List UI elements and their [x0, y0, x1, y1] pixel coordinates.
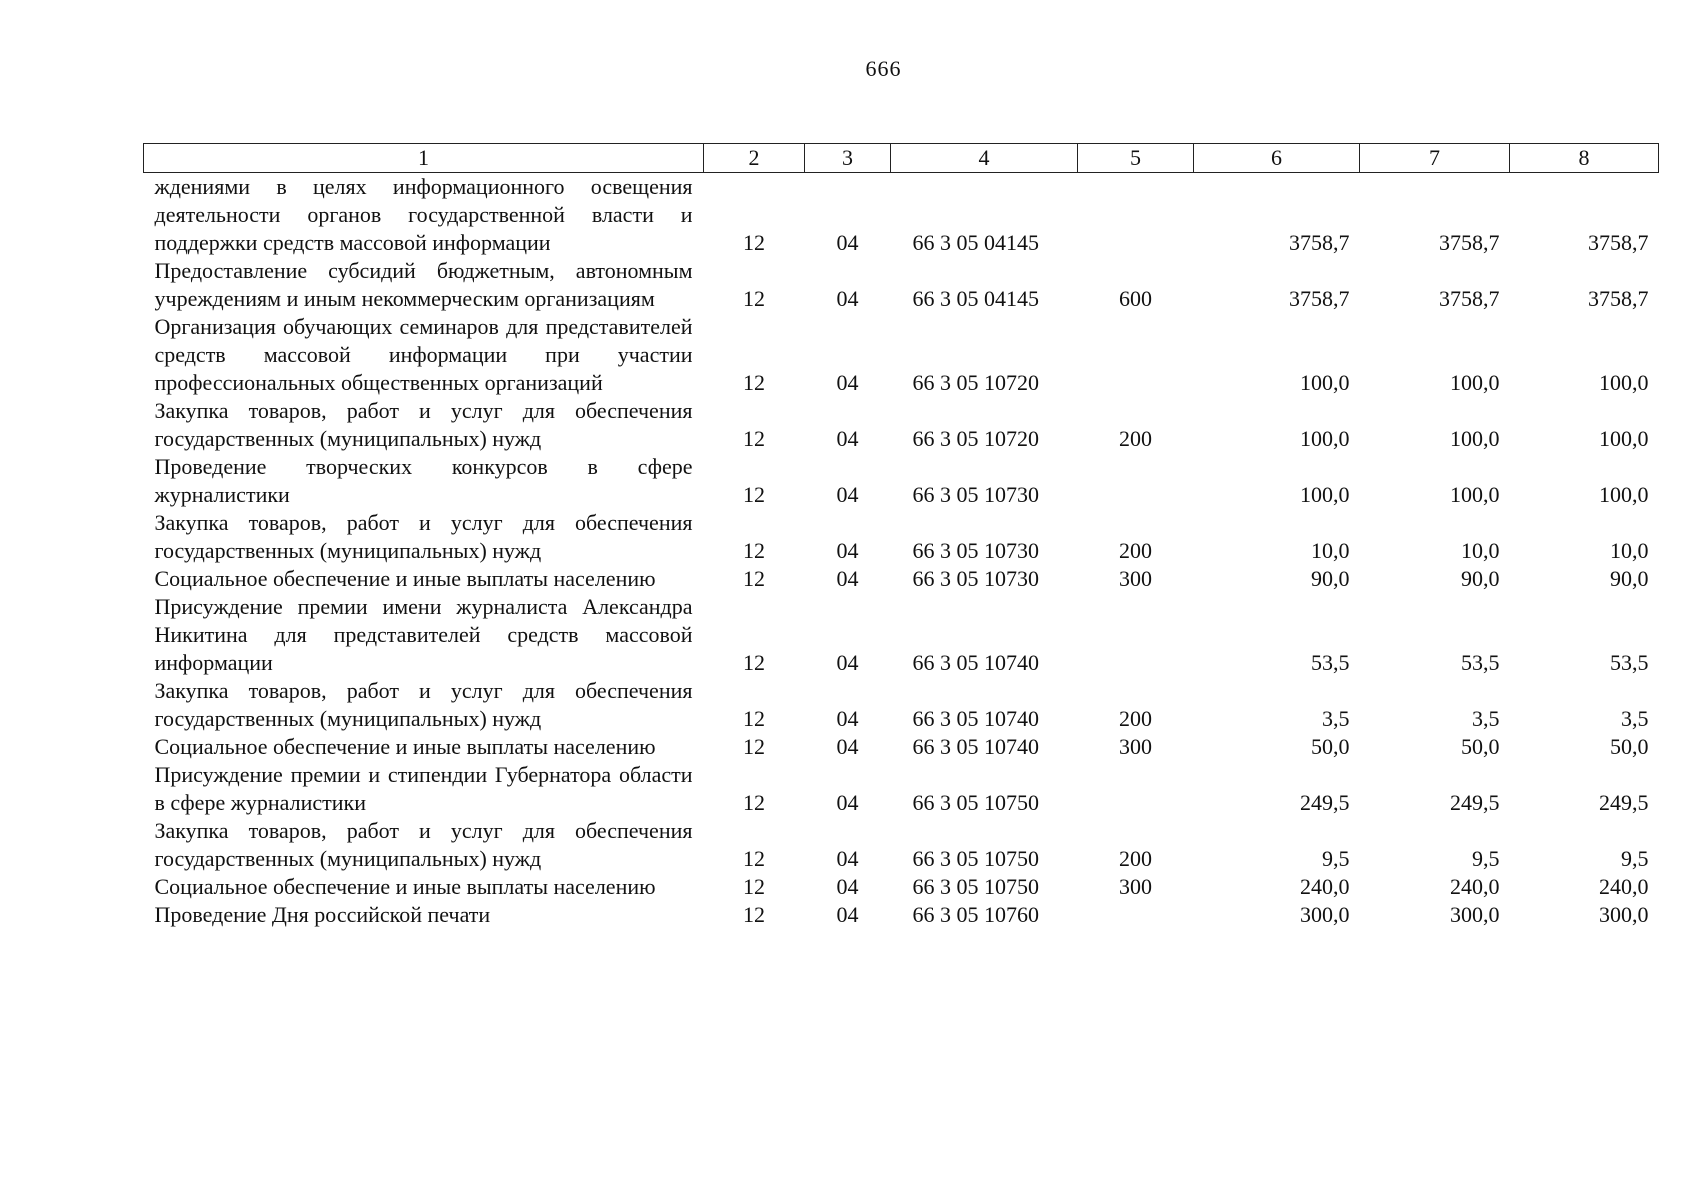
header-col-1: 1 [144, 144, 704, 173]
row-expense-type: 200 [1119, 538, 1152, 563]
row-subsection: 04 [836, 790, 859, 815]
row-amount-col-8: 100,0 [1599, 482, 1649, 507]
row-expense-type [1078, 313, 1194, 397]
row-target-code: 66 3 05 10740 [912, 706, 1039, 731]
table-row [144, 733, 1659, 761]
row-target-code: 66 3 05 10750 [912, 846, 1039, 871]
row-amount-col-7: 50,0 [1461, 734, 1500, 759]
row-subsection: 04 [836, 286, 859, 311]
row-description: ждениями в целях информационного освещения деятельности органов государственной власти и поддержки средств массовой информации [154, 174, 693, 255]
row-expense-type: 200 [1119, 846, 1152, 871]
table-row [144, 761, 1659, 817]
table-row [144, 257, 1659, 313]
row-section: 12 [743, 790, 765, 815]
row-expense-type [1078, 453, 1194, 509]
header-col-5: 5 [1078, 144, 1194, 173]
row-amount-col-7: 10,0 [1461, 538, 1500, 563]
row-amount-col-6: 53,5 [1311, 650, 1350, 675]
row-subsection: 04 [836, 874, 859, 899]
row-amount-col-6: 3758,7 [1289, 230, 1350, 255]
row-description: Социальное обеспечение и иные выплаты населению [154, 734, 656, 759]
row-expense-type: 200 [1119, 706, 1152, 731]
row-amount-col-6: 240,0 [1300, 874, 1350, 899]
row-amount-col-8: 50,0 [1610, 734, 1649, 759]
table-row [144, 173, 1659, 258]
row-section: 12 [743, 230, 765, 255]
row-amount-col-6: 100,0 [1300, 426, 1350, 451]
row-description: Социальное обеспечение и иные выплаты населению [154, 566, 656, 591]
row-amount-col-7: 100,0 [1450, 426, 1500, 451]
row-amount-col-6: 50,0 [1311, 734, 1350, 759]
table-row [144, 313, 1659, 397]
row-section: 12 [743, 706, 765, 731]
row-expense-type [1078, 901, 1194, 929]
row-section: 12 [743, 846, 765, 871]
row-amount-col-7: 100,0 [1450, 370, 1500, 395]
row-amount-col-8: 53,5 [1610, 650, 1649, 675]
header-col-4: 4 [891, 144, 1078, 173]
row-amount-col-8: 3758,7 [1588, 286, 1649, 311]
row-amount-col-6: 3,5 [1322, 706, 1350, 731]
row-amount-col-6: 100,0 [1300, 370, 1350, 395]
row-expense-type [1078, 173, 1194, 258]
row-target-code: 66 3 05 10760 [912, 902, 1039, 927]
row-expense-type: 200 [1119, 426, 1152, 451]
row-target-code: 66 3 05 10750 [912, 790, 1039, 815]
row-target-code: 66 3 05 10740 [912, 650, 1039, 675]
row-amount-col-7: 240,0 [1450, 874, 1500, 899]
header-col-2: 2 [704, 144, 805, 173]
row-amount-col-6: 3758,7 [1289, 286, 1350, 311]
row-amount-col-8: 10,0 [1610, 538, 1649, 563]
row-amount-col-8: 249,5 [1599, 790, 1649, 815]
row-expense-type: 300 [1119, 874, 1152, 899]
row-amount-col-7: 100,0 [1450, 482, 1500, 507]
row-target-code: 66 3 05 10730 [912, 566, 1039, 591]
row-subsection: 04 [836, 734, 859, 759]
row-expense-type [1078, 593, 1194, 677]
row-amount-col-7: 53,5 [1461, 650, 1500, 675]
row-subsection: 04 [836, 230, 859, 255]
header-col-8: 8 [1510, 144, 1659, 173]
row-subsection: 04 [836, 846, 859, 871]
row-amount-col-8: 9,5 [1621, 846, 1649, 871]
row-expense-type [1078, 761, 1194, 817]
row-amount-col-7: 3,5 [1472, 706, 1500, 731]
row-description: Присуждение премии и стипендии Губернатора области в сфере журналистики [154, 762, 693, 815]
row-amount-col-6: 249,5 [1300, 790, 1350, 815]
row-section: 12 [743, 370, 765, 395]
row-subsection: 04 [836, 706, 859, 731]
page-number: 666 [865, 56, 902, 81]
row-description: Закупка товаров, работ и услуг для обеспечения государственных (муниципальных) нужд [154, 398, 693, 451]
row-section: 12 [743, 286, 765, 311]
row-amount-col-6: 300,0 [1300, 902, 1350, 927]
row-target-code: 66 3 05 10720 [912, 426, 1039, 451]
row-section: 12 [743, 538, 765, 563]
row-section: 12 [743, 426, 765, 451]
row-amount-col-6: 10,0 [1311, 538, 1350, 563]
row-amount-col-7: 90,0 [1461, 566, 1500, 591]
header-col-6: 6 [1194, 144, 1360, 173]
row-target-code: 66 3 05 10730 [912, 482, 1039, 507]
row-subsection: 04 [836, 902, 859, 927]
budget-table-wrapper [143, 143, 1658, 929]
table-row [144, 565, 1659, 593]
row-amount-col-6: 90,0 [1311, 566, 1350, 591]
row-amount-col-6: 9,5 [1322, 846, 1350, 871]
row-section: 12 [743, 650, 765, 675]
row-amount-col-8: 300,0 [1599, 902, 1649, 927]
table-row [144, 397, 1659, 453]
row-subsection: 04 [836, 482, 859, 507]
row-amount-col-8: 100,0 [1599, 426, 1649, 451]
row-amount-col-7: 3758,7 [1439, 286, 1500, 311]
row-amount-col-8: 3,5 [1621, 706, 1649, 731]
header-col-3: 3 [805, 144, 891, 173]
table-row [144, 873, 1659, 901]
row-target-code: 66 3 05 10740 [912, 734, 1039, 759]
row-target-code: 66 3 05 10720 [912, 370, 1039, 395]
row-amount-col-7: 249,5 [1450, 790, 1500, 815]
row-expense-type: 300 [1119, 566, 1152, 591]
table-body [144, 173, 1659, 930]
table-row [144, 677, 1659, 733]
row-amount-col-8: 240,0 [1599, 874, 1649, 899]
row-subsection: 04 [836, 538, 859, 563]
row-amount-col-8: 90,0 [1610, 566, 1649, 591]
row-section: 12 [743, 902, 765, 927]
row-target-code: 66 3 05 10750 [912, 874, 1039, 899]
budget-table [143, 143, 1659, 929]
row-description: Закупка товаров, работ и услуг для обеспечения государственных (муниципальных) нужд [154, 510, 693, 563]
row-description: Проведение Дня российской печати [154, 902, 491, 927]
row-description: Социальное обеспечение и иные выплаты населению [154, 874, 656, 899]
row-expense-type: 300 [1119, 734, 1152, 759]
table-header [144, 144, 1659, 173]
row-description: Закупка товаров, работ и услуг для обеспечения государственных (муниципальных) нужд [154, 818, 693, 871]
header-row [144, 144, 1659, 173]
row-amount-col-7: 300,0 [1450, 902, 1500, 927]
row-section: 12 [743, 874, 765, 899]
header-col-7: 7 [1360, 144, 1510, 173]
table-row [144, 593, 1659, 677]
row-subsection: 04 [836, 650, 859, 675]
row-description: Закупка товаров, работ и услуг для обеспечения государственных (муниципальных) нужд [154, 678, 693, 731]
row-subsection: 04 [836, 370, 859, 395]
row-description: Присуждение премии имени журналиста Александра Никитина для представителей средств массовой информации [154, 594, 693, 675]
row-description: Организация обучающих семинаров для представителей средств массовой информации при участии профессиональных общественных организаций [154, 314, 693, 395]
table-row [144, 509, 1659, 565]
table-row [144, 817, 1659, 873]
row-target-code: 66 3 05 04145 [912, 230, 1039, 255]
row-section: 12 [743, 734, 765, 759]
row-section: 12 [743, 482, 765, 507]
row-subsection: 04 [836, 566, 859, 591]
row-target-code: 66 3 05 10730 [912, 538, 1039, 563]
row-amount-col-7: 9,5 [1472, 846, 1500, 871]
row-description: Проведение творческих конкурсов в сфере журналистики [154, 454, 693, 507]
table-row [144, 453, 1659, 509]
row-section: 12 [743, 566, 765, 591]
table-row [144, 901, 1659, 929]
row-amount-col-6: 100,0 [1300, 482, 1350, 507]
row-expense-type: 600 [1119, 286, 1152, 311]
row-target-code: 66 3 05 04145 [912, 286, 1039, 311]
row-subsection: 04 [836, 426, 859, 451]
row-amount-col-8: 3758,7 [1588, 230, 1649, 255]
row-amount-col-7: 3758,7 [1439, 230, 1500, 255]
row-amount-col-8: 100,0 [1599, 370, 1649, 395]
row-description: Предоставление субсидий бюджетным, автономным учреждениям и иным некоммерческим организациям [154, 258, 693, 311]
